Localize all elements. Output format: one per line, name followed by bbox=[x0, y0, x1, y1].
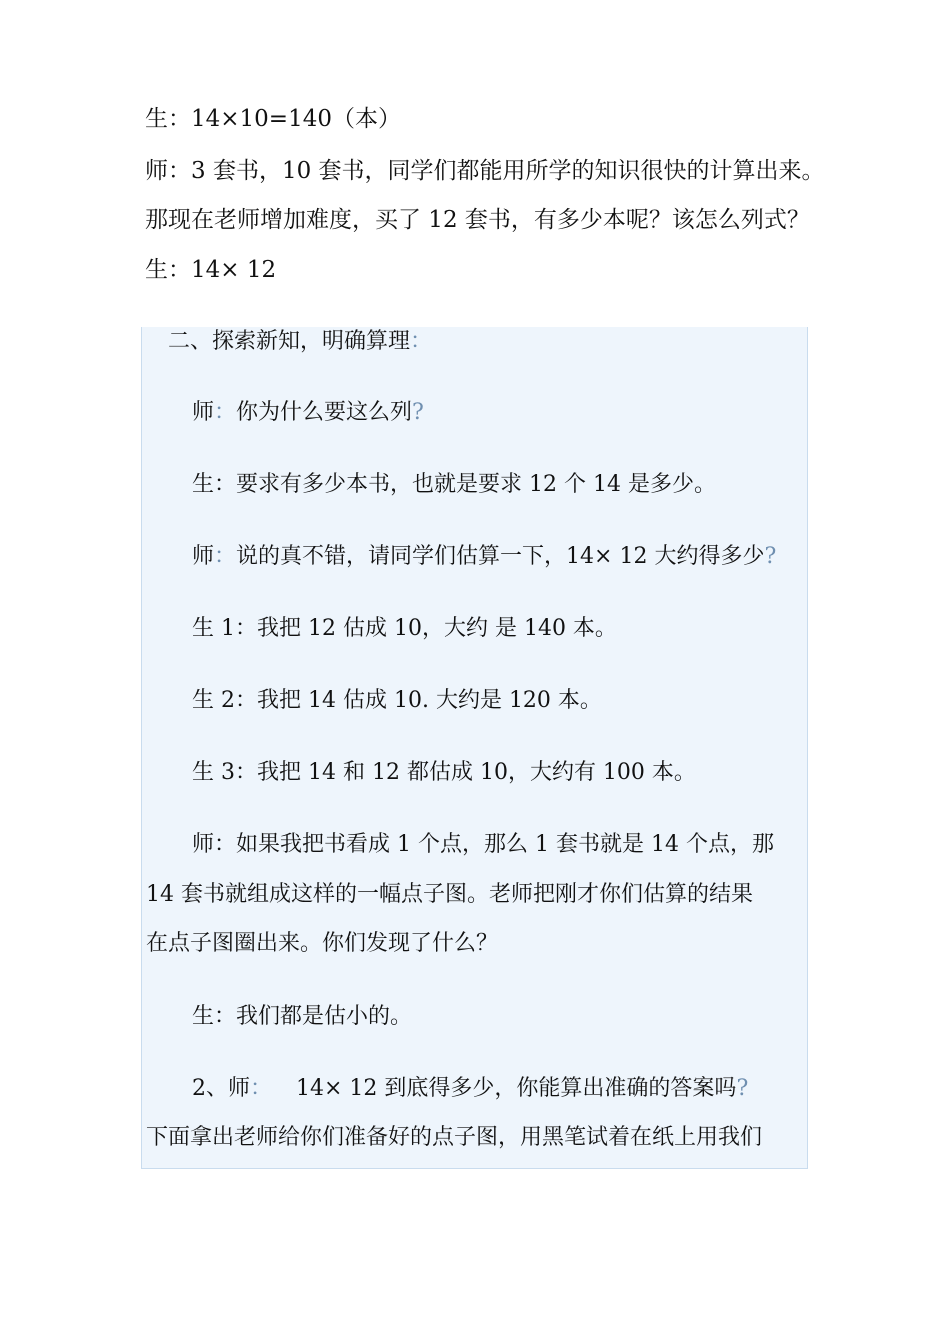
question-mark: ? bbox=[764, 544, 777, 569]
top-line-4: 生：14× 12 bbox=[145, 257, 277, 283]
paragraph-4: 生 1：我把 12 估成 10，大约 是 140 本。 bbox=[192, 616, 617, 641]
question-mark: ? bbox=[736, 1076, 749, 1101]
speaker-colon: ： bbox=[214, 544, 237, 569]
top-line-2: 师：3 套书，10 套书，同学们都能用所学的知识很快的计算出来。 bbox=[145, 158, 825, 184]
section-heading bbox=[168, 327, 432, 357]
paragraph-9-line-2: 下面拿出老师给你们准备好的点子图，用黑笔试着在纸上用我们 bbox=[146, 1125, 763, 1150]
speaker-teacher: 师 bbox=[192, 544, 215, 569]
paragraph-7-line-1: 师：如果我把书看成 1 个点，那么 1 套书就是 14 个点，那 bbox=[192, 832, 774, 857]
paragraph-1 bbox=[192, 398, 424, 428]
paragraph-3 bbox=[192, 542, 776, 572]
paragraph-9-text: 14× 12 到底得多少，你能算出准确的答案吗 bbox=[296, 1076, 737, 1101]
paragraph-7-line-3: 在点子图圈出来。你们发现了什么？ bbox=[146, 931, 499, 956]
paragraph-7-line-2: 14 套书就组成这样的一幅点子图。老师把刚才你们估算的结果 bbox=[146, 882, 753, 907]
speaker-colon: ： bbox=[214, 400, 237, 425]
paragraph-8: 生：我们都是估小的。 bbox=[192, 1004, 413, 1029]
highlight-box bbox=[141, 327, 808, 1169]
speaker-teacher: 2、师 bbox=[192, 1076, 250, 1101]
section-heading-text: 二、探索新知，明确算理 bbox=[168, 329, 411, 354]
paragraph-6: 生 3：我把 14 和 12 都估成 10，大约有 100 本。 bbox=[192, 760, 696, 785]
question-mark: ? bbox=[412, 400, 424, 425]
paragraph-2: 生：要求有多少本书，也就是要求 12 个 14 是多少。 bbox=[192, 472, 716, 497]
speaker-teacher: 师 bbox=[192, 400, 215, 425]
section-heading-colon: ： bbox=[410, 329, 433, 354]
paragraph-5: 生 2：我把 14 估成 10. 大约是 120 本。 bbox=[192, 688, 602, 713]
top-line-1: 生：14×10=140（本） bbox=[145, 106, 401, 132]
paragraph-3-text: 说的真不错，请同学们估算一下，14× 12 大约得多少 bbox=[236, 544, 765, 569]
paragraph-9 bbox=[192, 1074, 748, 1104]
top-line-3: 那现在老师增加难度，买了 12 套书，有多少本呢？该怎么列式？ bbox=[145, 207, 810, 233]
speaker-colon: ： bbox=[250, 1076, 273, 1101]
paragraph-1-text: 你为什么要这么列 bbox=[236, 400, 413, 425]
